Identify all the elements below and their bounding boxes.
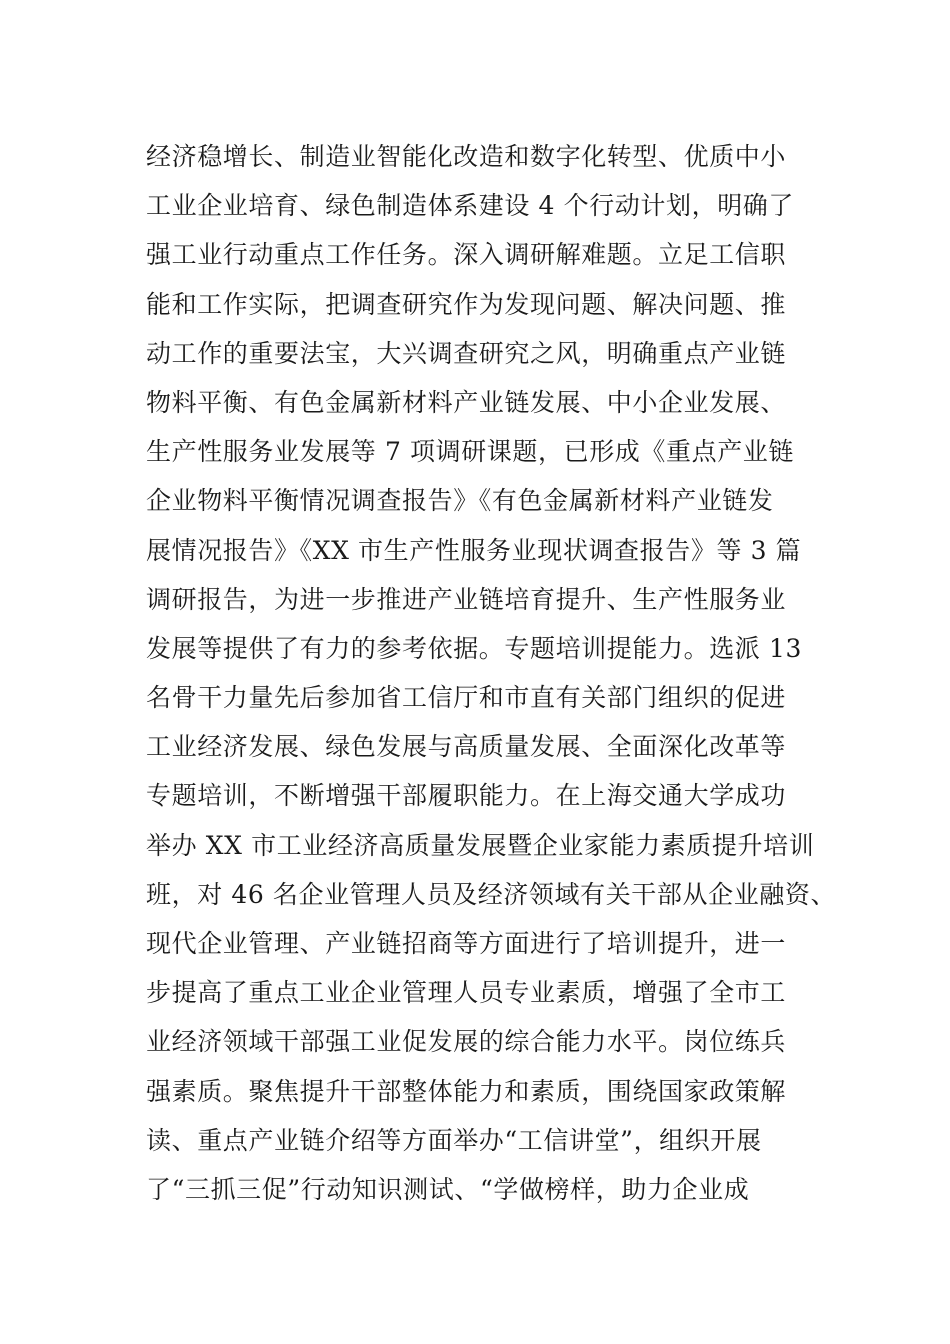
text-line: 专题培训，不断增强干部履职能力。在上海交通大学成功 (146, 781, 787, 811)
text-line: 班，对 46 名企业管理人员及经济领域有关干部从企业融资、 (146, 879, 837, 909)
text-line: 业经济领域干部强工业促发展的综合能力水平。岗位练兵 (146, 1027, 787, 1057)
text-line: 调研报告，为进一步推进产业链培育提升、生产性服务业 (146, 584, 787, 614)
text-line: 生产性服务业发展等 7 项调研课题，已形成《重点产业链 (146, 437, 795, 467)
text-line: 企业物料平衡情况调查报告》《有色金属新材料产业链发 (146, 486, 774, 516)
text-line: 工业经济发展、绿色发展与高质量发展、全面深化改革等 (146, 732, 787, 762)
text-line: 强素质。聚焦提升干部整体能力和素质，围绕国家政策解 (146, 1076, 787, 1106)
body-paragraph (146, 132, 846, 1214)
text-line: 名骨干力量先后参加省工信厅和市直有关部门组织的促进 (146, 683, 787, 713)
text-line: 举办 XX 市工业经济高质量发展暨企业家能力素质提升培训 (146, 830, 815, 860)
text-line: 发展等提供了有力的参考依据。专题培训提能力。选派 13 (146, 633, 802, 663)
text-line: 物料平衡、有色金属新材料产业链发展、中小企业发展、 (146, 387, 787, 417)
text-line: 现代企业管理、产业链招商等方面进行了培训提升，进一 (146, 929, 787, 958)
text-line: 动工作的重要法宝，大兴调查研究之风，明确重点产业链 (146, 338, 787, 368)
text-line: 经济稳增长、制造业智能化改造和数字化转型、优质中小 (146, 142, 787, 171)
text-line: 能和工作实际，把调查研究作为发现问题、解决问题、推 (146, 289, 787, 319)
text-line: 步提高了重点工业企业管理人员专业素质，增强了全市工 (146, 978, 787, 1008)
text-line: 工业企业培育、绿色制造体系建设 4 个行动计划，明确了 (146, 191, 795, 221)
text-line: 读、重点产业链介绍等方面举办“工信讲堂”，组织开展 (146, 1125, 762, 1155)
text-line: 展情况报告》《XX 市生产性服务业现状调查报告》等 3 篇 (146, 535, 802, 565)
text-line: 了“三抓三促”行动知识测试、“学做榜样，助力企业成 (146, 1174, 750, 1204)
text-line: 强工业行动重点工作任务。深入调研解难题。立足工信职 (146, 240, 787, 270)
